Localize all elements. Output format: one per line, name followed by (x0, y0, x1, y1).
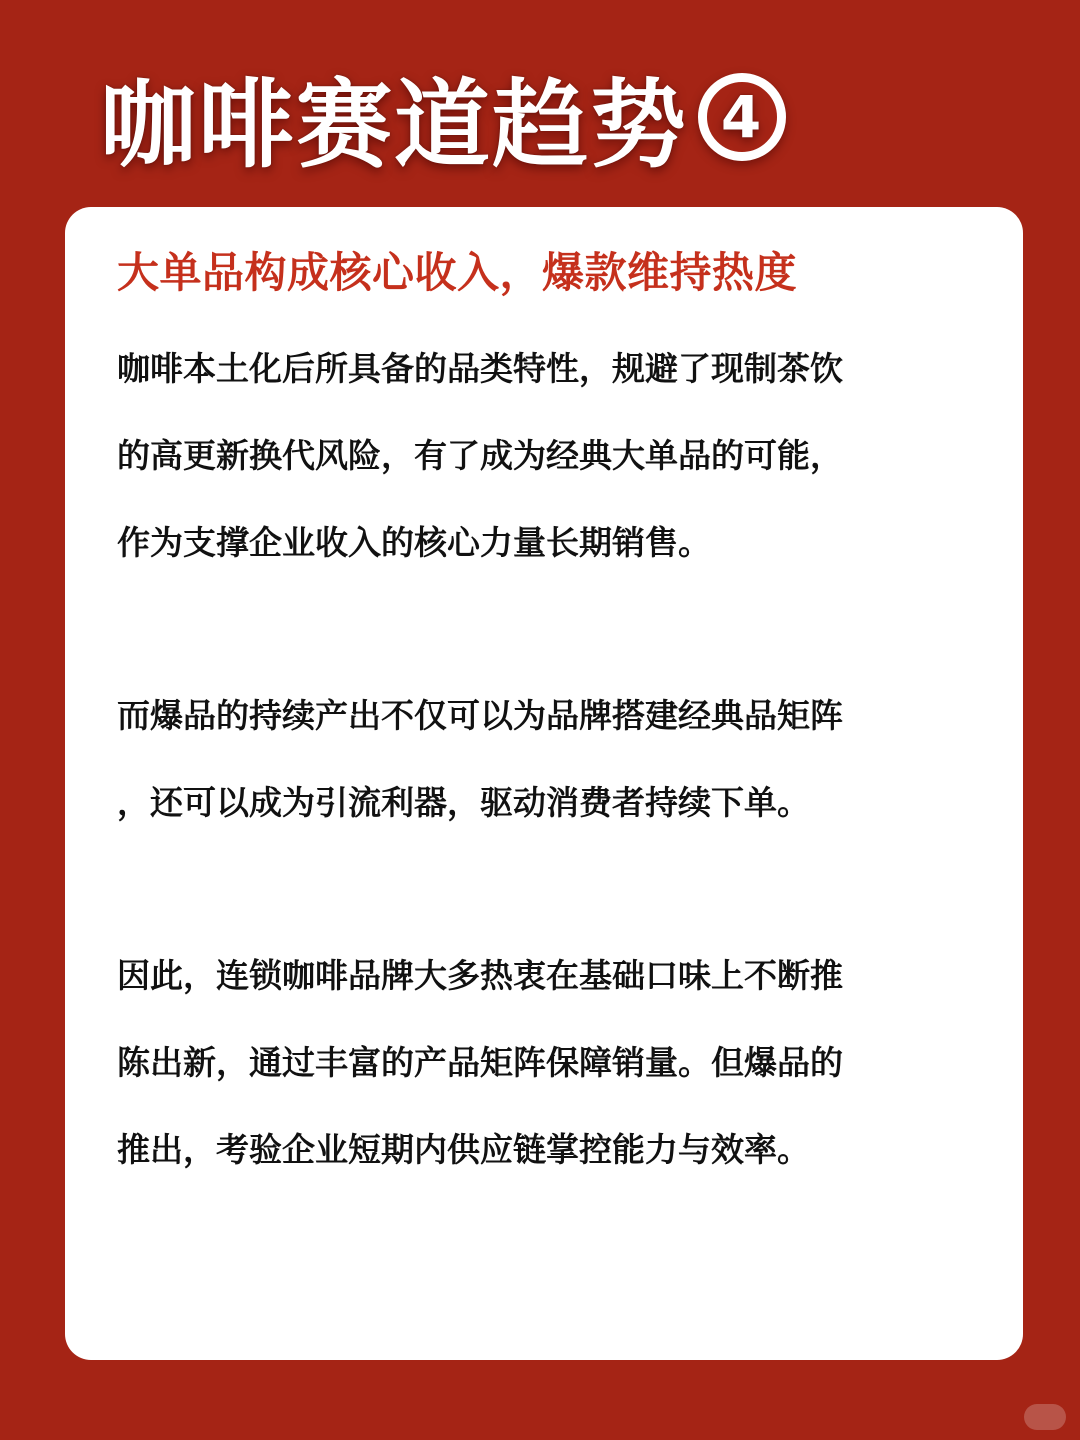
paragraph-3 (117, 932, 957, 1193)
paragraph-line: 而爆品的持续产出不仅可以为品牌搭建经典品矩阵 (117, 696, 843, 735)
paragraph-1 (117, 325, 957, 586)
paragraph-line: 的高更新换代风险，有了成为经典大单品的可能， (117, 436, 843, 475)
circled-number-badge: 4 (698, 73, 786, 161)
paragraph-line: 作为支撑企业收入的核心力量长期销售。 (117, 523, 711, 562)
content-card (65, 207, 1023, 1360)
paragraph-line: 陈出新，通过丰富的产品矩阵保障销量。但爆品的 (117, 1043, 843, 1082)
paragraph-line: 推出，考验企业短期内供应链掌控能力与效率。 (117, 1130, 810, 1169)
page-title (100, 52, 786, 182)
paragraph-2 (117, 672, 957, 846)
paragraph-line: 咖啡本土化后所具备的品类特性，规避了现制茶饮 (117, 349, 843, 388)
paragraph-spacer (117, 586, 973, 672)
paragraph-line: ，还可以成为引流利器，驱动消费者持续下单。 (117, 783, 810, 822)
title-text: 咖啡赛道趋势 (100, 68, 688, 181)
watermark-badge (1024, 1404, 1066, 1430)
paragraph-line: 因此，连锁咖啡品牌大多热衷在基础口味上不断推 (117, 956, 843, 995)
section-heading: 大单品构成核心收入，爆款维持热度 (117, 248, 798, 297)
paragraph-spacer (117, 846, 973, 932)
